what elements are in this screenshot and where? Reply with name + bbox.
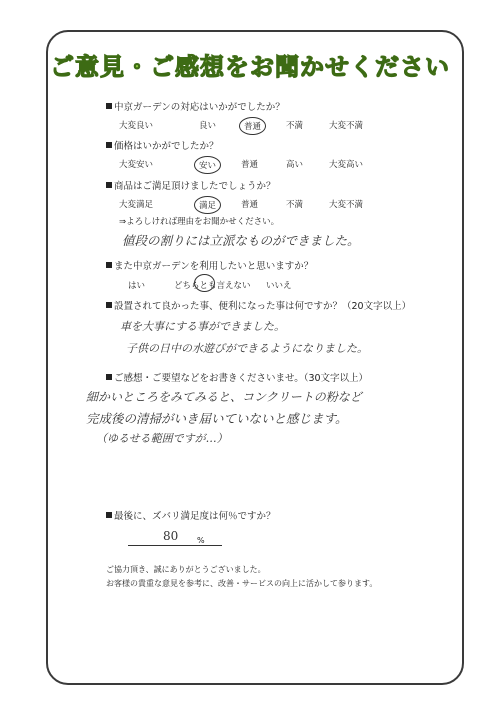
q7-answer-underline: [128, 545, 222, 546]
q1-option-4[interactable]: 不満: [286, 121, 304, 131]
question-1: [106, 99, 285, 113]
question-2: [106, 138, 219, 152]
q5-answer-line-2: 子供の日中の水遊びができるようになりました。: [126, 342, 368, 355]
question-4-text: また中京ガーデンを利用したいと思いますか？: [114, 261, 314, 272]
q6-answer-line-3: （ゆるせる範囲ですが…）: [96, 432, 228, 445]
square-bullet-icon: [106, 262, 112, 268]
q3-option-4[interactable]: 不満: [286, 200, 304, 210]
square-bullet-icon: [106, 103, 112, 109]
question-7: [106, 508, 276, 522]
q2-option-4[interactable]: 高い: [286, 160, 304, 170]
question-2-text: 価格はいかがでしたか？: [114, 141, 219, 152]
q2-option-3[interactable]: 普通: [241, 160, 259, 170]
q6-answer-line-2: 完成後の清掃がいき届いていないと感じます。: [86, 411, 348, 426]
square-bullet-icon: [106, 142, 112, 148]
footer-note: お客様の貴重な意見を参考に、改善・サービスの向上に活かして参ります。: [106, 579, 378, 588]
question-3: [106, 178, 276, 192]
q3-reason-answer: 値段の割りには立派なものができました。: [122, 233, 360, 248]
q3-reason-prompt: ⇒よろしければ理由をお聞かせください。: [119, 217, 280, 227]
square-bullet-icon: [106, 182, 112, 188]
q2-option-1[interactable]: 大変安い: [119, 160, 154, 170]
q7-percent-unit: %: [197, 536, 205, 545]
q1-option-1[interactable]: 大変良い: [119, 121, 154, 131]
question-5: [106, 298, 411, 312]
q7-answer: 80: [163, 529, 179, 543]
q1-option-2[interactable]: 良い: [199, 121, 217, 131]
question-7-text: 最後に、ズバリ満足度は何％ですか？: [114, 511, 276, 522]
q6-answer-line-1: 細かいところをみてみると、コンクリートの粉など: [86, 390, 362, 404]
question-5-text: 設置されて良かった事、便利になった事は何ですか？（20文字以上）: [114, 301, 412, 312]
question-3-text: 商品はご満足頂けましたでしょうか？: [114, 181, 276, 192]
q2-option-5[interactable]: 大変高い: [329, 160, 364, 170]
q3-option-1[interactable]: 大変満足: [119, 200, 154, 210]
question-6: [106, 370, 368, 384]
q1-option-3-selected[interactable]: 普通: [239, 117, 266, 135]
q2-option-2-selected[interactable]: 安い: [194, 156, 221, 174]
square-bullet-icon: [106, 374, 112, 380]
q3-option-2-selected[interactable]: 満足: [194, 196, 221, 214]
q5-answer-line-1: 車を大事にする事ができました。: [120, 320, 285, 333]
question-6-text: ご感想・ご要望などをお書きくださいませ。（30文字以上）: [114, 373, 369, 384]
q4-option-2-selected[interactable]: どちらとも言えない: [174, 281, 251, 291]
question-4: [106, 258, 313, 272]
q4-selection-circle: [194, 274, 215, 292]
q1-option-5[interactable]: 大変不満: [329, 121, 364, 131]
square-bullet-icon: [106, 512, 112, 518]
survey-title: ご意見・ご感想をお聞かせください: [50, 53, 450, 81]
q4-option-1[interactable]: はい: [128, 281, 146, 291]
question-1-text: 中京ガーデンの対応はいかがでしたか？: [114, 102, 285, 113]
q3-option-3[interactable]: 普通: [241, 200, 259, 210]
q4-option-3[interactable]: いいえ: [266, 281, 292, 291]
q3-option-5[interactable]: 大変不満: [329, 200, 364, 210]
footer-thanks: ご協力頂き、誠にありがとうございました。: [106, 565, 266, 574]
square-bullet-icon: [106, 302, 112, 308]
